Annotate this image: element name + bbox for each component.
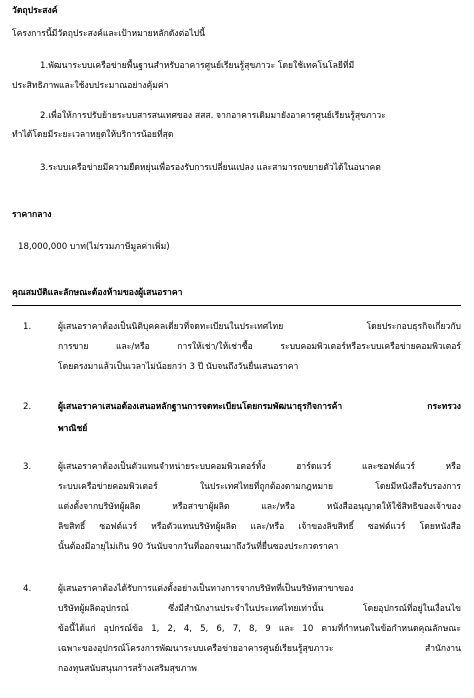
item-line: พาณิชย์	[58, 424, 88, 434]
qualifications-heading: คุณสมบัติและลักษณะต้องห้ามของผู้เสนอราคา	[12, 288, 183, 298]
item-line: แต่งตั้งจากบริษัทผู้ผลิต หรือสาขาผู้ผลิต และ/หรือ หนังสืออนุญาตให้ใช้สิทธิของเจ้าของ	[58, 502, 461, 512]
price-value: 18,000,000 บาท(ไม่รวมภาษีมูลค่าเพิ่ม)	[18, 242, 170, 252]
objectives-heading: วัตถุประสงค์	[12, 6, 58, 16]
section-divider	[12, 305, 461, 306]
objective-line: 2.เพื่อให้การปรับย้ายระบบสารสนเทศของ สสส. จากอาคารเดิมมายังอาคารศูนย์เรียนรู้สุขภาวะ	[40, 111, 386, 121]
item-number: 1.	[23, 322, 32, 332]
item-line: การขาย และ/หรือ การให้เช่า/ให้เช่าซื้อ ระบบคอมพิวเตอร์หรือระบบเครือข่ายคอมพิวเตอร์	[58, 342, 461, 352]
item-line: ลิขสิทธิ์ ซอฟต์แวร์ หรือตัวแทนบริษัทผู้ผลิต และ/หรือ เจ้าของลิขสิทธิ์ ซอฟต์แวร์ โดยหนังสือ	[58, 522, 461, 532]
item-number: 2.	[23, 402, 32, 412]
item-line: ผู้เสนอราคาต้องได้รับการแต่งตั้งอย่างเป็นทางการจากบริษัทที่เป็นบริษัทสาขาของ	[58, 584, 354, 594]
objective-line: 3.ระบบเครือข่ายมีความยืดหยุ่นเพื่อรองรับการเปลี่ยนแปลง และสามารถขยายตัวได้ในอนาคต	[40, 163, 381, 173]
item-line: กองทุนสนับสนุนการสร้างเสริมสุขภาพ	[58, 664, 197, 674]
item-line: เฉพาะของอุปกรณ์โครงการพัฒนาระบบเครือข่ายอาคารศูนย์เรียนรู้สุขภาวะ สำนักงาน	[58, 644, 461, 654]
item-line: ระบบเครือข่ายคอมพิวเตอร์ ในประเทศไทยที่ถูกต้องตามกฎหมาย โดยมีหนังสือรับรองการ	[58, 482, 461, 492]
item-number: 4.	[23, 584, 32, 594]
objectives-intro: โครงการนี้มีวัตถุประสงค์และเป้าหมายหลักดังต่อไปนี้	[12, 29, 205, 39]
item-line: ผู้เสนอราคาต้องเป็นนิติบุคคลเดี่ยวที่จดทะเบียนในประเทศไทย โดยประกอบธุรกิจเกี่ยวกับ	[58, 322, 461, 332]
item-line: นั้นต้องมีอายุไม่เกิน 90 วันนับจากวันที่ออกจนมาถึงวันที่ยื่นซองประกวดราคา	[58, 542, 339, 552]
item-line: โดยตรงมาแล้วเป็นเวลาไม่น้อยกว่า 3 ปี นับจนถึงวันยื่นเสนอราคา	[58, 362, 299, 372]
price-heading: ราคากลาง	[12, 210, 52, 220]
item-line: ผู้เสนอราคาต้องเป็นตัวแทนจำหน่ายระบบคอมพิวเตอร์ทั้ง ฮาร์ดแวร์ และซอฟต์แวร์ หรือ	[58, 462, 461, 472]
item-line: ผู้เสนอราคาเสนอต้องเสนอหลักฐานการจดทะเบียนโดยกรมพัฒนาธุรกิจการค้า กระทรวง	[58, 402, 461, 412]
item-line: บริษัทผู้ผลิตอุปกรณ์ ซึ่งมีสำนักงานประจำในประเทศไทยเท่านั้น โดยอุปกรณ์ที่อยู่ในเงื่อนไข	[58, 604, 461, 614]
objective-line: ประสิทธิภาพและใช้งบประมาณอย่างคุ้มค่า	[12, 81, 169, 91]
item-number: 3.	[23, 462, 32, 472]
item-line: ข้อนี้ได้แก่ อุปกรณ์ข้อ 1, 2, 4, 5, 6, 7, 8, 9 และ 10 ตามที่กำหนดในข้อกำหนดคุณลักษณะ	[58, 624, 461, 634]
objective-line: ทำได้โดยมีระยะเวลาหยุดให้บริการน้อยที่สุด	[12, 130, 174, 140]
objective-line: 1.พัฒนาระบบเครือข่ายพื้นฐานสำหรับอาคารศูนย์เรียนรู้สุขภาวะ โดยใช้เทคโนโลยีที่มี	[40, 61, 355, 71]
